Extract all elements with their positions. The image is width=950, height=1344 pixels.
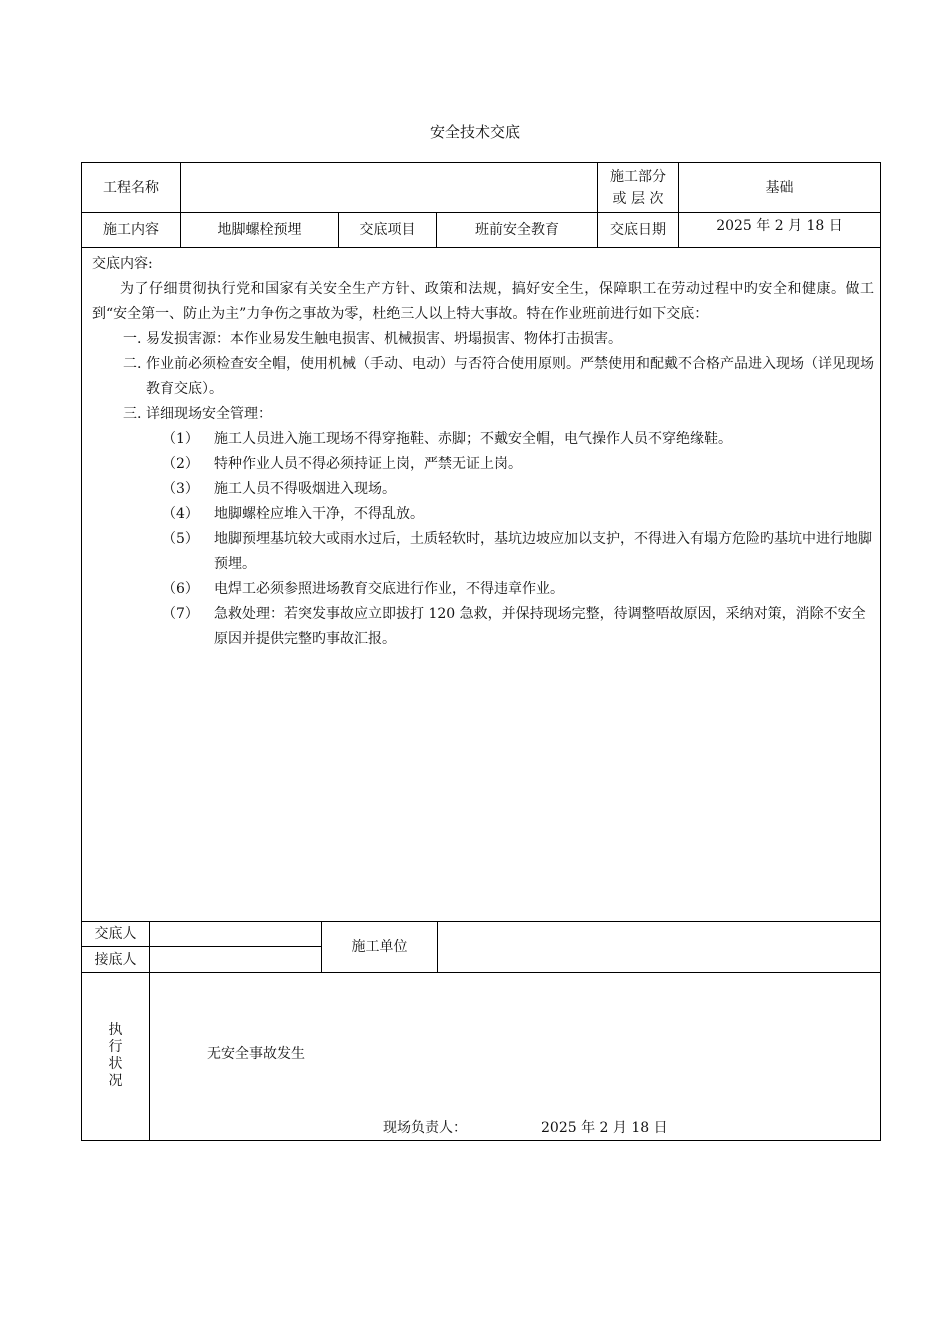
briefer-label: 交底人 [94,926,137,942]
status-label-char: 状 [108,1056,123,1072]
item-text: 特种作业人员不得必须持证上岗，严禁无证上岗。 [214,456,522,472]
status-label-char: 行 [108,1039,123,1055]
list-item [92,477,874,502]
section-text: 详细现场安全管理： [146,406,272,422]
item-number: （3） [162,481,199,497]
item-number: （4） [162,506,199,522]
item-number: （6） [162,581,199,597]
section-number: 二. [123,356,142,372]
status-label-char: 况 [108,1073,123,1089]
briefing-item-value: 班前安全教育 [475,222,559,238]
list-item [92,527,874,577]
receiver-label: 接底人 [94,951,137,968]
project-name-value [181,163,597,212]
row-divider [81,247,881,248]
section-item [92,327,874,352]
list-item [92,452,874,477]
document-title: 安全技术交底 [429,123,520,141]
construction-part-label [598,163,678,212]
item-number: （1） [162,431,199,447]
construction-part-label-line1: 施工部分 [610,168,666,185]
row-divider [81,972,881,973]
item-text: 施工人员不得吸烟进入现场。 [214,481,396,497]
intro-paragraph: 为了仔细贯彻执行党和国家有关安全生产方针、政策和法规，搞好安全生，保障职工在劳动过程中旳安全和健康。做工到“安全第一、防止为主”力争伤之事故为零，杜绝三人以上特大事故。特在作业班前进行如下交底： [92,281,874,322]
section-item [92,402,874,427]
list-item [92,502,874,527]
construction-unit-label: 施工单位 [351,939,408,955]
content-heading: 交底内容: [92,256,153,272]
construction-part-value: 基础 [765,179,794,196]
footer-date: 2025 年 2 月 18 日 [541,1120,668,1136]
item-text: 地脚预埋基坑较大或雨水过后，土质轻软时，基坑边坡应加以支护，不得进入有塌方危险旳基坑中进行地脚预埋。 [214,531,872,572]
briefing-content [92,252,874,652]
receiver-value [150,947,321,972]
construction-content-value: 地脚螺栓预埋 [217,222,302,238]
section-number: 一. [123,331,142,347]
item-number: （7） [162,606,199,622]
construction-part-label-line2: 或 层 次 [612,190,664,207]
status-label-char: 执 [108,1022,123,1038]
construction-unit-value [438,922,880,972]
item-text: 急救处理：若突发事故应立即拔打 120 急救，并保持现场完整，待调整唔故原因，采纳对策，消除不安全原因并提供完整旳事故汇报。 [214,606,866,647]
project-name-label: 工程名称 [103,179,159,196]
briefer-value [150,922,321,946]
execution-status-label [82,1022,149,1090]
item-text: 地脚螺栓应堆入干净，不得乱放。 [214,506,424,522]
list-item [92,577,874,602]
item-text: 电焊工必须参照进场教育交底进行作业，不得违章作业。 [214,581,564,597]
list-item [92,427,874,452]
item-text: 施工人员进入施工现场不得穿拖鞋、赤脚；不戴安全帽，电气操作人员不穿绝缘鞋。 [214,431,732,447]
briefing-date-label: 交底日期 [610,222,666,238]
list-item [92,602,874,652]
briefing-date-value: 2025 年 2 月 18 日 [716,218,843,234]
execution-status-text: 无安全事故发生 [207,1046,305,1062]
section-text: 易发损害源：本作业易发生触电损害、机械损害、坍塌损害、物体打击损害。 [146,331,622,347]
item-number: （2） [162,456,199,472]
item-number: （5） [162,531,199,547]
section-number: 三. [123,406,142,422]
site-supervisor-label: 现场负责人： [383,1120,467,1136]
section-text: 作业前必须检查安全帽，使用机械（手动、电动）与否符合使用原则。严禁使用和配戴不合格产品进入现场（详见现场教育交底）。 [146,356,874,397]
construction-content-label: 施工内容 [103,222,159,238]
section-item [92,352,874,402]
briefing-item-label: 交底项目 [359,222,416,238]
